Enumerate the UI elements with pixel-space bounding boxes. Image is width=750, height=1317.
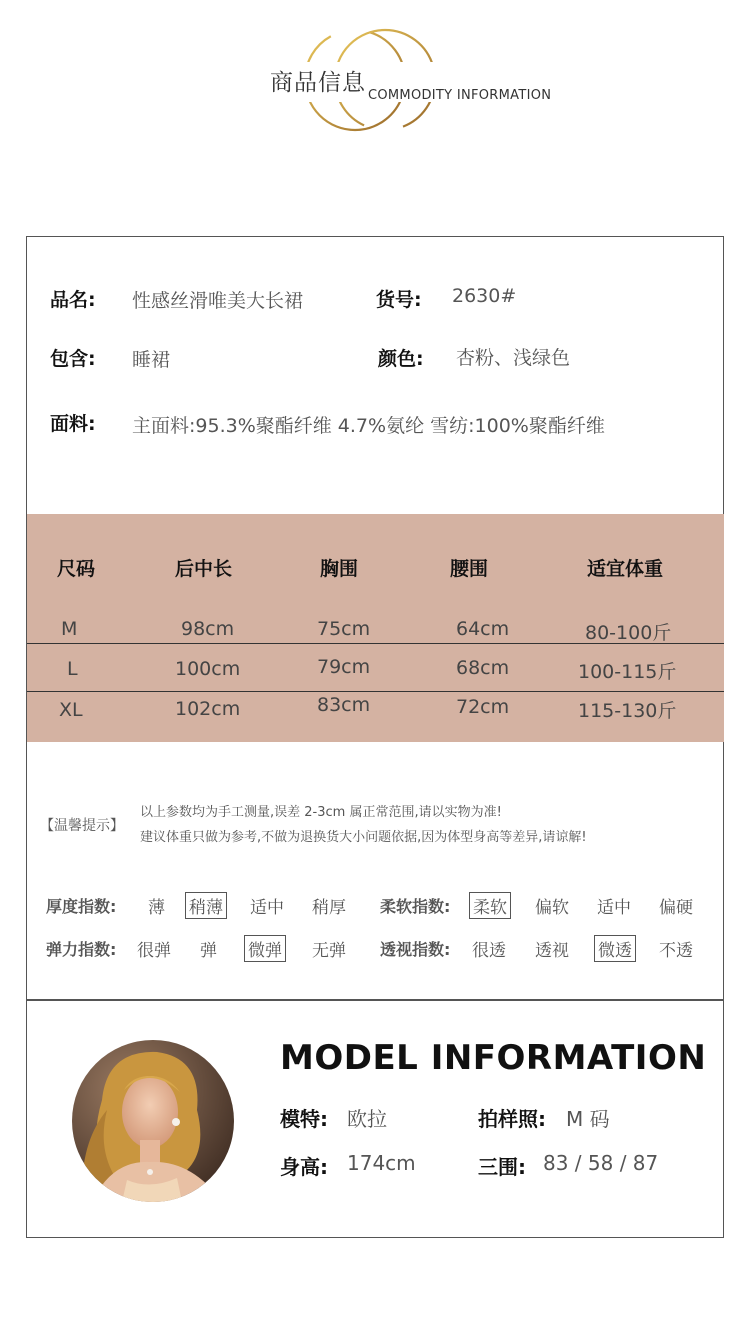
- softness-option: 偏硬: [659, 898, 693, 918]
- elasticity-label: 弹力指数:: [46, 940, 117, 959]
- model-photo: [72, 1040, 234, 1202]
- table-cell: 115-130斤: [578, 700, 677, 722]
- header-waist: 腰围: [450, 558, 489, 580]
- height-value: 174cm: [347, 1151, 416, 1175]
- elasticity-option-selected: 微弹: [244, 935, 286, 962]
- header-bust: 胸围: [320, 558, 359, 580]
- model-section-title: MODEL INFORMATION: [280, 1038, 707, 1078]
- table-cell: 64cm: [456, 618, 510, 640]
- thickness-option-selected: 稍薄: [185, 892, 227, 919]
- table-cell: 100cm: [175, 658, 241, 680]
- table-cell: 75cm: [317, 618, 371, 640]
- softness-option: 适中: [597, 898, 631, 918]
- table-cell: 98cm: [181, 618, 235, 640]
- model-name-label: 模特:: [280, 1107, 328, 1131]
- contents-label: 包含:: [50, 348, 96, 370]
- sku-label: 货号:: [376, 289, 422, 311]
- softness-option: 偏软: [535, 898, 569, 918]
- table-cell: 72cm: [456, 696, 510, 718]
- table-cell: M: [61, 618, 78, 640]
- transparency-option: 很透: [472, 941, 506, 961]
- height-label: 身高:: [280, 1155, 328, 1179]
- table-cell: 79cm: [317, 656, 371, 678]
- thickness-label: 厚度指数:: [46, 897, 117, 916]
- size-table: [27, 514, 724, 742]
- thickness-option: 薄: [148, 898, 165, 918]
- row-divider: [27, 691, 724, 692]
- thickness-option: 适中: [250, 898, 284, 918]
- contents-value: 睡裙: [132, 349, 171, 371]
- table-cell: XL: [59, 699, 83, 721]
- table-cell: 100-115斤: [578, 661, 677, 683]
- header-weight: 适宜体重: [587, 558, 664, 580]
- transparency-label: 透视指数:: [380, 940, 451, 959]
- table-cell: 80-100斤: [585, 622, 672, 644]
- table-cell: L: [67, 658, 78, 680]
- header-title-en: COMMODITY INFORMATION: [368, 88, 552, 103]
- elasticity-option: 弹: [200, 941, 217, 961]
- measurements-value: 83 / 58 / 87: [543, 1151, 659, 1175]
- name-label: 品名:: [50, 289, 96, 311]
- sample-size-label: 拍样照:: [478, 1107, 546, 1131]
- fabric-value: 主面料:95.3%聚酯纤维 4.7%氨纶 雪纺:100%聚酯纤维: [132, 415, 605, 437]
- color-label: 颜色:: [378, 348, 424, 370]
- header-back-length: 后中长: [175, 558, 233, 580]
- fabric-label: 面料:: [50, 413, 96, 435]
- transparency-option: 透视: [535, 941, 569, 961]
- name-value: 性感丝滑唯美大长裙: [132, 290, 304, 312]
- tips-label: 【温馨提示】: [40, 818, 124, 834]
- model-name-value: 欧拉: [347, 1107, 387, 1131]
- tips-line-1: 以上参数均为手工测量,误差 2-3cm 属正常范围,请以实物为准!: [140, 805, 502, 820]
- softness-option-selected: 柔软: [469, 892, 511, 919]
- table-cell: 83cm: [317, 694, 371, 716]
- color-value: 杏粉、浅绿色: [456, 347, 571, 369]
- thickness-option: 稍厚: [312, 898, 346, 918]
- table-cell: 102cm: [175, 698, 241, 720]
- elasticity-option: 无弹: [312, 941, 346, 961]
- measurements-label: 三围:: [478, 1155, 526, 1179]
- sku-value: 2630#: [452, 285, 517, 307]
- tips-line-2: 建议体重只做为参考,不做为退换货大小问题依据,因为体型身高等差异,请谅解!: [140, 830, 587, 845]
- transparency-option: 不透: [659, 941, 693, 961]
- sample-size-value: M 码: [566, 1107, 610, 1131]
- table-cell: 68cm: [456, 657, 510, 679]
- transparency-option-selected: 微透: [594, 935, 636, 962]
- header-size: 尺码: [57, 558, 96, 580]
- softness-label: 柔软指数:: [380, 897, 451, 916]
- elasticity-option: 很弹: [137, 941, 171, 961]
- header-title-cn: 商品信息: [270, 70, 366, 96]
